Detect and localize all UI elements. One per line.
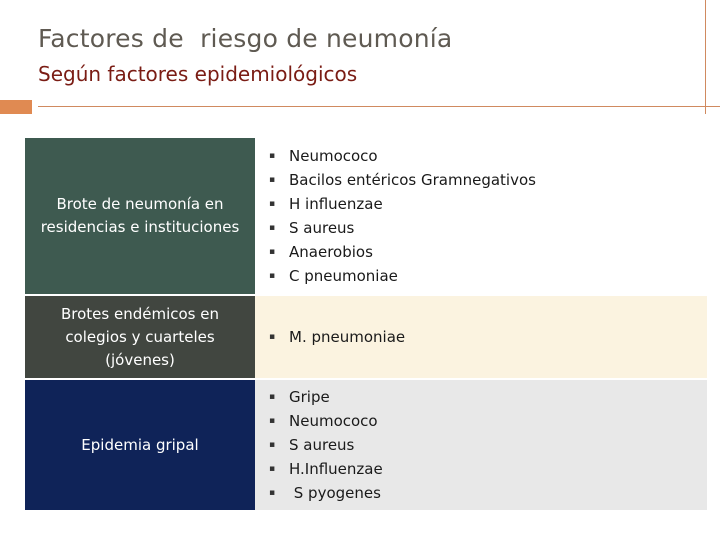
list-item: ▪ H.Influenzae bbox=[255, 457, 707, 481]
row-label-cell bbox=[25, 138, 255, 294]
table-row bbox=[25, 138, 707, 294]
slide-title: Factores de riesgo de neumonía bbox=[38, 24, 453, 53]
row-items-cell bbox=[255, 138, 707, 294]
bullet-icon: ▪ bbox=[268, 392, 276, 402]
row-label: Brote de neumonía en residencias e instituciones bbox=[40, 195, 240, 236]
list-item: ▪ Gripe bbox=[255, 385, 707, 409]
row-label: Epidemia gripal bbox=[81, 435, 199, 454]
slide-subtitle: Según factores epidemiológicos bbox=[38, 62, 358, 86]
accent-bar bbox=[0, 100, 32, 114]
list-item: ▪ S aureus bbox=[255, 433, 707, 457]
bullet-icon: ▪ bbox=[268, 440, 276, 450]
list-item: ▪ H influenzae bbox=[255, 192, 707, 216]
bullet-icon: ▪ bbox=[268, 271, 276, 281]
bullet-icon: ▪ bbox=[268, 199, 276, 209]
row-label: Brotes endémicos en colegios y cuarteles (jóvenes) bbox=[60, 304, 219, 369]
list-item: ▪ Anaerobios bbox=[255, 240, 707, 264]
risk-factors-table bbox=[25, 138, 707, 510]
list-item: ▪ Bacilos entéricos Gramnegativos bbox=[255, 168, 707, 192]
list-item: ▪ M. pneumoniae bbox=[255, 325, 707, 349]
row-label-cell bbox=[25, 296, 255, 378]
bullet-icon: ▪ bbox=[268, 247, 276, 257]
table-row bbox=[25, 380, 707, 510]
list-item: ▪ S pyogenes bbox=[255, 481, 707, 505]
list-item: ▪ Neumococo bbox=[255, 409, 707, 433]
row-items-cell bbox=[255, 380, 707, 510]
bullet-icon: ▪ bbox=[268, 416, 276, 426]
bullet-icon: ▪ bbox=[268, 332, 276, 342]
header-rule-horizontal bbox=[38, 106, 720, 107]
bullet-icon: ▪ bbox=[268, 223, 276, 233]
bullet-icon: ▪ bbox=[268, 488, 276, 498]
header-rule-vertical bbox=[705, 0, 706, 114]
row-items-cell bbox=[255, 296, 707, 378]
list-item: ▪ S aureus bbox=[255, 216, 707, 240]
bullet-icon: ▪ bbox=[268, 175, 276, 185]
list-item: ▪ C pneumoniae bbox=[255, 264, 707, 288]
list-item: ▪ Neumococo bbox=[255, 144, 707, 168]
table-row bbox=[25, 296, 707, 378]
bullet-icon: ▪ bbox=[268, 151, 276, 161]
bullet-icon: ▪ bbox=[268, 464, 276, 474]
row-label-cell bbox=[25, 380, 255, 510]
